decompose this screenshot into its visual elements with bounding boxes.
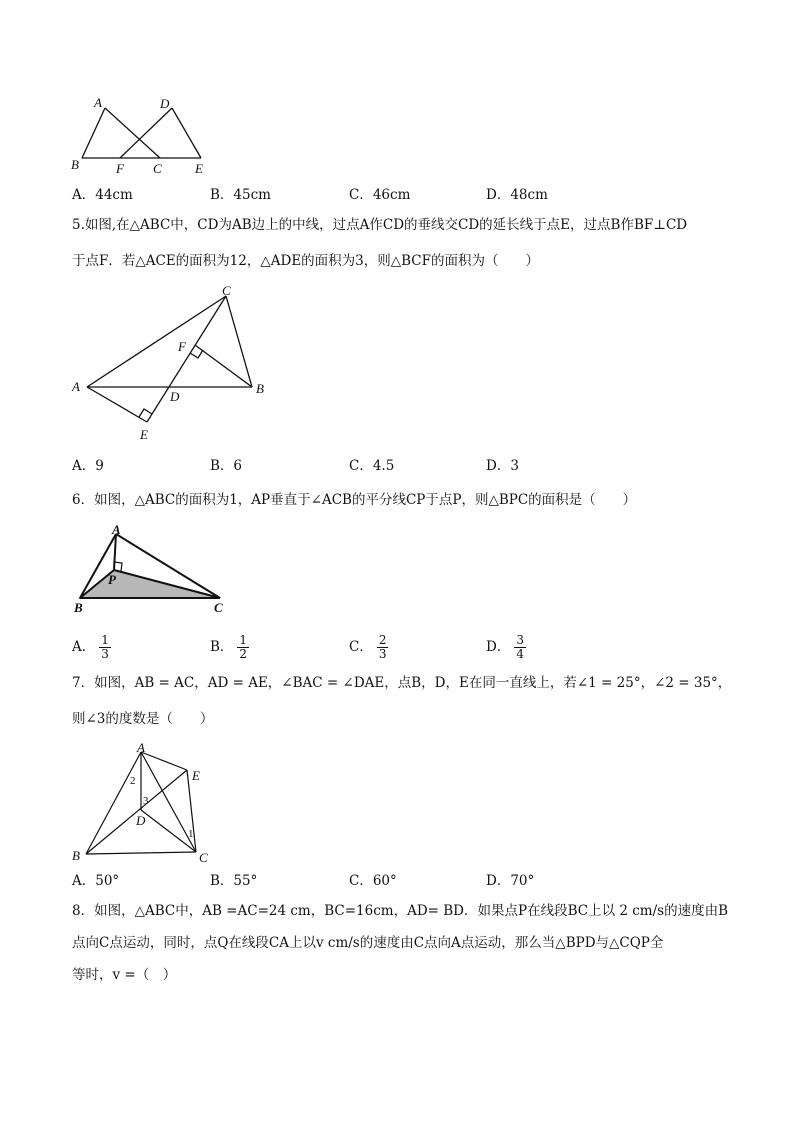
q7-option-c: C．60°: [349, 873, 397, 889]
label-d: D: [170, 389, 180, 404]
q8-text-line2: 点向C点运动，同时，点Q在线段CA上以v cm/s的速度由C点向A点运动，那么当△BPD与△CQP全: [72, 935, 664, 951]
label-c: C: [222, 283, 231, 298]
angle-label-3: 3: [143, 795, 149, 807]
q5-option-a: A．9: [72, 458, 104, 474]
segment-ae: [141, 752, 187, 770]
q4-option-c: C．46cm: [349, 187, 411, 203]
q6-option-c: C． $\frac{2}{3}$: [349, 633, 387, 661]
label-p: P: [108, 572, 116, 587]
q4-options: [72, 183, 732, 205]
figure-q7-svg: [70, 740, 220, 865]
label-a: A: [112, 522, 121, 537]
q5-option-c: C．4.5: [349, 458, 395, 474]
label-c: C: [153, 161, 162, 176]
segment-fb: [195, 345, 252, 387]
q7-text-line2: 则∠3的度数是（ ）: [72, 711, 214, 727]
right-angle-mark-e: [139, 409, 152, 417]
q8-text-line1: 8．如图，△ABC中，AB =AC=24 cm，BC=16cm，AD= BD．如果点P在线段BC上以 2 cm/s的速度由B: [72, 903, 729, 919]
label-c: C: [214, 600, 223, 615]
q7-option-d: D．70°: [486, 873, 535, 889]
fraction: $\frac{3}{4}$: [516, 633, 524, 661]
q5-option-b: B．6: [210, 458, 243, 474]
label-a: A: [137, 740, 145, 755]
q5-text-line2: 于点F．若△ACE的面积为12，△ADE的面积为3，则△BCF的面积为（ ）: [72, 253, 540, 269]
figure-q7: [70, 740, 220, 865]
q7-option-b: B．55°: [210, 873, 258, 889]
segment-ac: [87, 296, 226, 387]
label-b: B: [71, 157, 79, 172]
segment-ap: [114, 534, 116, 570]
q6-option-a: A． $\frac{1}{3}$: [72, 633, 109, 661]
label-d: D: [160, 96, 170, 111]
q4-option-a: A．44cm: [72, 187, 133, 203]
angle-label-1: 1: [188, 828, 194, 840]
segment-ae: [87, 387, 147, 422]
q4-option-b: B．45cm: [210, 187, 271, 203]
segment-be: [86, 770, 187, 854]
q7-option-a: A．50°: [72, 873, 120, 889]
fraction: $\frac{1}{3}$: [101, 633, 109, 661]
q6-options: [72, 632, 732, 662]
segment-fd: [120, 108, 172, 158]
segment-de: [172, 108, 201, 158]
label-e: E: [195, 161, 203, 176]
fraction: $\frac{1}{2}$: [239, 633, 248, 661]
figure-q5-svg: [70, 283, 280, 448]
q7-options: [72, 869, 732, 891]
label-a: A: [94, 95, 102, 110]
q5-options: [72, 454, 732, 476]
figure-q6-svg: [70, 522, 235, 617]
figure-q4-svg: [70, 96, 220, 181]
q5-text-line1: 5.如图,在△ABC中，CD为AB边上的中线，过点A作CD的垂线交CD的延长线于点E，过点B作BF⊥CD: [72, 217, 688, 233]
segment-bc: [86, 852, 196, 854]
figure-q5: [70, 283, 280, 448]
label-e: E: [192, 768, 200, 783]
q6-text-line1: 6．如图，△ABC的面积为1，AP垂直于∠ACB的平分线CP于点P，则△BPC的面积是（ ）: [72, 492, 637, 508]
label-b: B: [256, 381, 264, 396]
q8-text-line3: 等时，v =（ ）: [72, 967, 177, 983]
label-b: B: [72, 848, 80, 863]
label-f: F: [116, 161, 124, 176]
segment-cb: [226, 296, 252, 387]
label-e: E: [140, 427, 148, 442]
label-b: B: [74, 600, 83, 615]
q6-option-d: D． $\frac{3}{4}$: [486, 633, 524, 661]
angle-label-2: 2: [130, 775, 136, 787]
q4-option-d: D．48cm: [486, 187, 548, 203]
label-a: A: [72, 379, 80, 394]
label-c: C: [199, 850, 208, 865]
fraction: $\frac{2}{3}$: [378, 633, 387, 661]
figure-q4: [70, 96, 220, 181]
q7-text-line1: 7．如图，AB = AC，AD = AE，∠BAC = ∠DAE，点B，D，E在同一直线上，若∠1 = 25°，∠2 = 35°，: [72, 675, 732, 691]
label-d: D: [136, 813, 146, 828]
segment-ac: [105, 108, 160, 158]
segment-ba: [82, 108, 105, 158]
q5-option-d: D．3: [486, 458, 519, 474]
q6-option-b: B． $\frac{1}{2}$: [210, 633, 248, 661]
label-f: F: [178, 339, 186, 354]
segment-ab: [86, 752, 141, 854]
figure-q6: [70, 522, 235, 617]
